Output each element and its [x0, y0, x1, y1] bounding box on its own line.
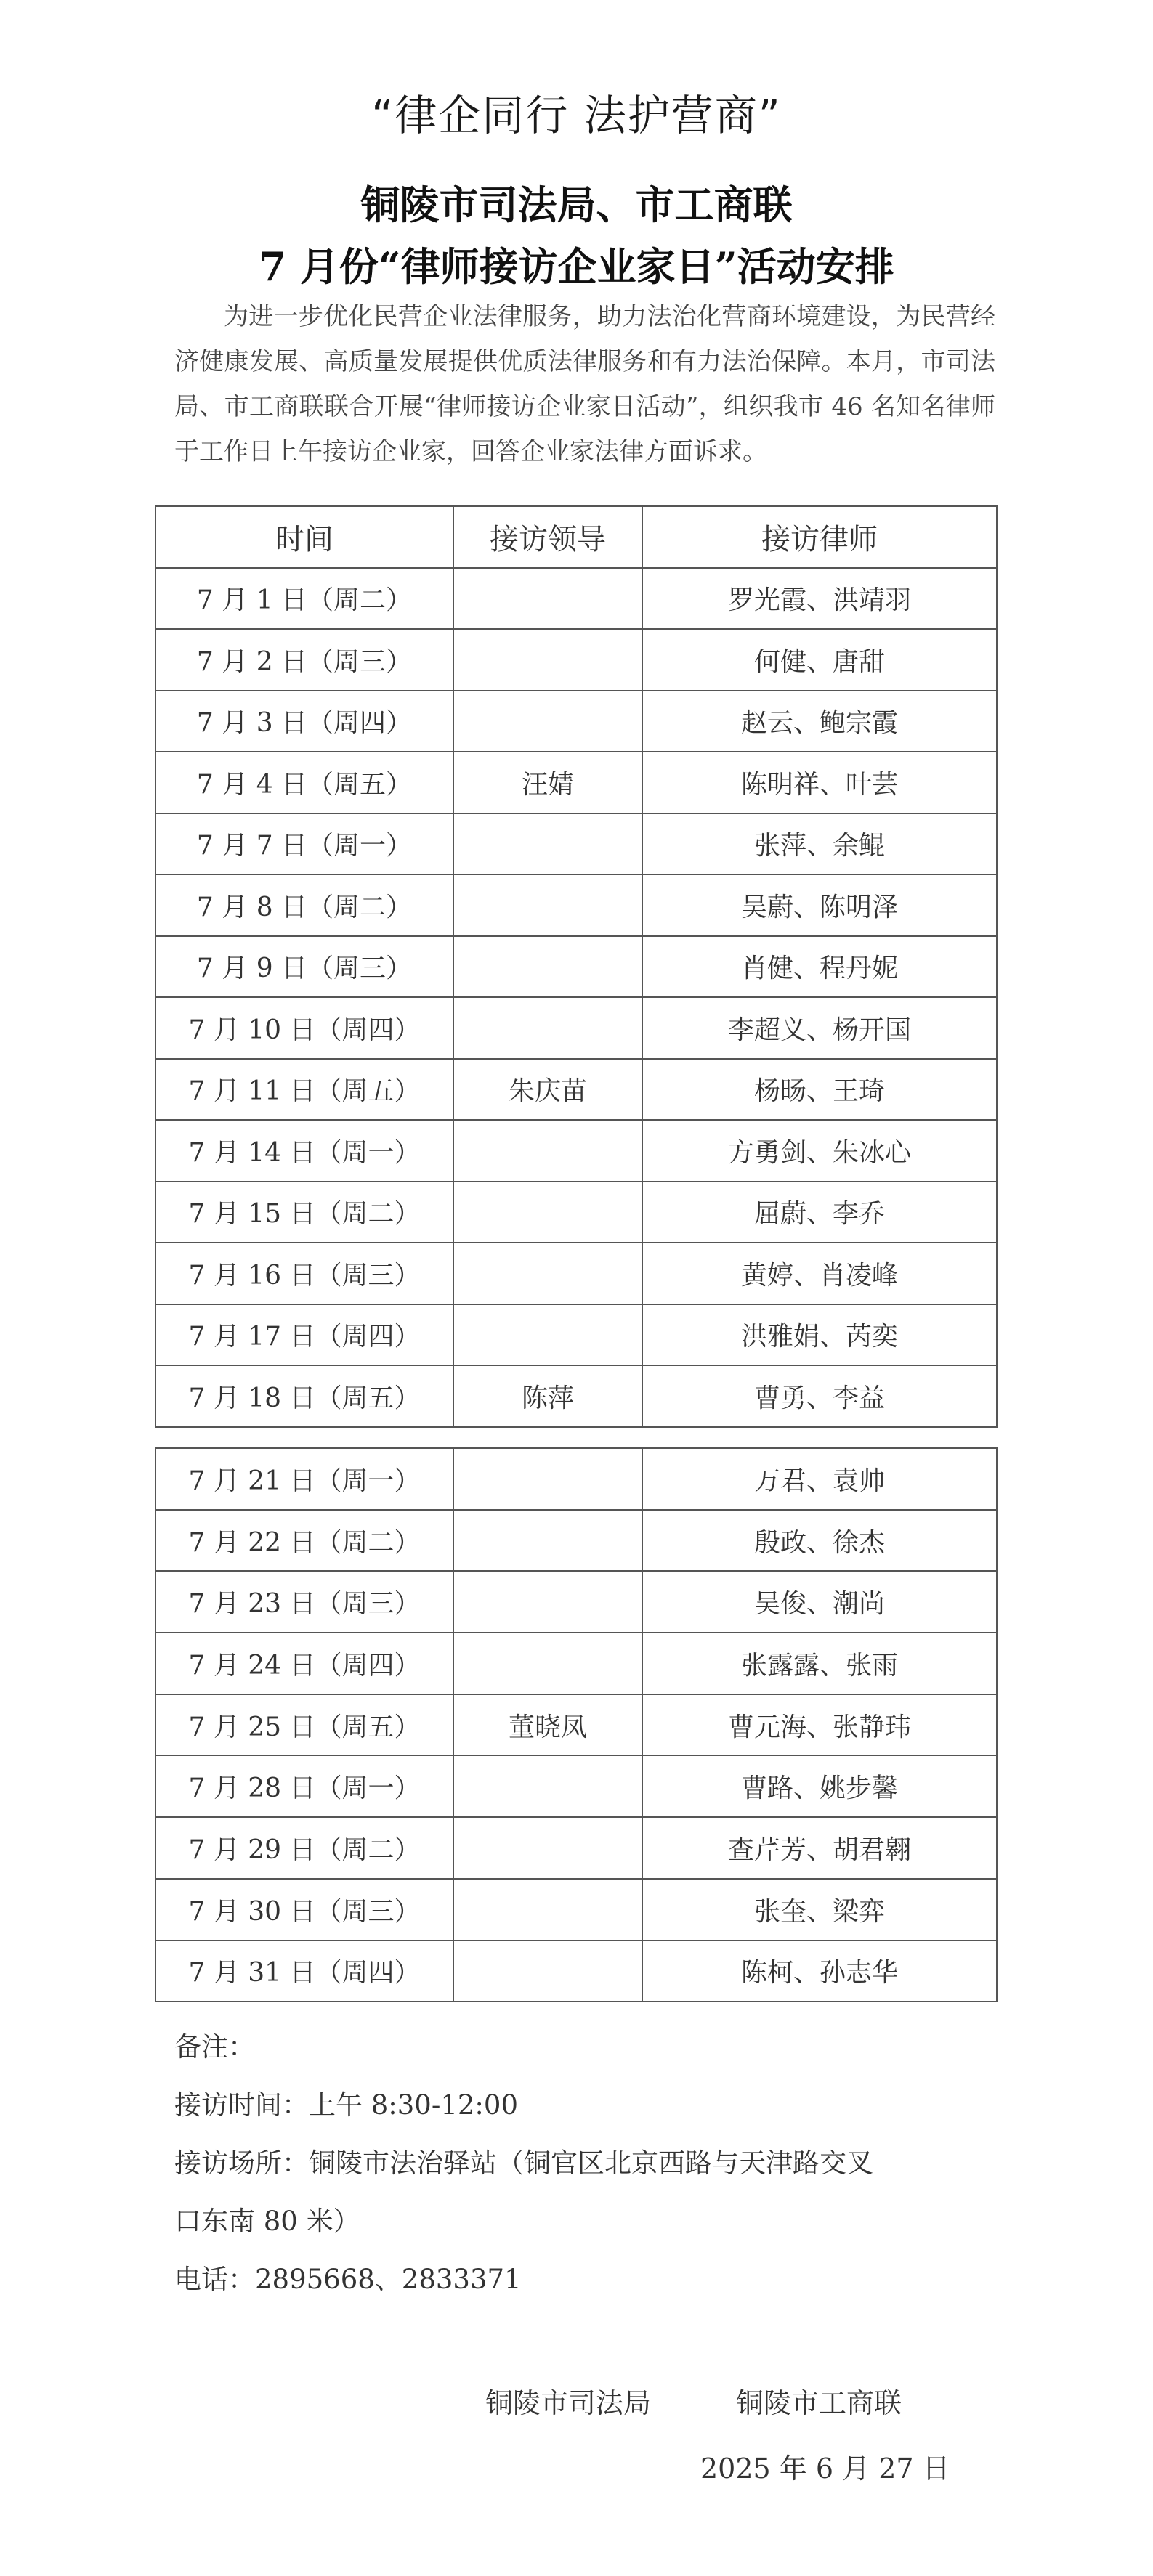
lawyers-cell: 肖健、程丹妮 — [642, 936, 997, 998]
lawyers-cell: 陈柯、孙志华 — [642, 1941, 997, 2002]
date-cell: 7 月 8 日（周二） — [155, 874, 453, 936]
lawyers-cell: 张萍、余鲲 — [642, 813, 997, 875]
lawyers-cell: 罗光霞、洪靖羽 — [642, 568, 997, 630]
leader-cell — [453, 1879, 642, 1941]
lawyers-cell: 何健、唐甜 — [642, 629, 997, 691]
lawyers-cell: 曹勇、李益 — [642, 1365, 997, 1427]
table-row — [155, 691, 997, 752]
date-cell: 7 月 24 日（周四） — [155, 1633, 453, 1694]
date-cell: 7 月 21 日（周一） — [155, 1448, 453, 1510]
date-cell: 7 月 25 日（周五） — [155, 1694, 453, 1756]
table-row — [155, 1817, 997, 1879]
heading-line-1: 铜陵市司法局、市工商联 — [360, 182, 793, 228]
date-cell: 7 月 15 日（周二） — [155, 1182, 453, 1243]
header-leader: 接访领导 — [453, 506, 642, 568]
lawyers-cell: 曹元海、张静玮 — [642, 1694, 997, 1756]
lawyers-cell: 曹路、姚步馨 — [642, 1755, 997, 1817]
lawyers-cell: 吴俊、潮尚 — [642, 1571, 997, 1633]
lawyers-cell: 杨旸、王琦 — [642, 1059, 997, 1121]
date-cell: 7 月 4 日（周五） — [155, 752, 453, 813]
table-row — [155, 752, 997, 813]
date-cell: 7 月 9 日（周三） — [155, 936, 453, 998]
table-row — [155, 1243, 997, 1304]
leader-cell — [453, 1510, 642, 1572]
header-time: 时间 — [155, 506, 453, 568]
table-header-row — [155, 506, 997, 568]
signature-org-commerce: 铜陵市工商联 — [736, 2387, 902, 2419]
leader-cell — [453, 1633, 642, 1694]
table-row — [155, 1448, 997, 1510]
lawyers-cell: 洪雅娟、芮奕 — [642, 1304, 997, 1366]
schedule-table-part-1 — [155, 505, 998, 1428]
heading-line-2: 7 月份“律师接访企业家日”活动安排 — [259, 243, 894, 290]
table-row — [155, 568, 997, 630]
leader-cell — [453, 1182, 642, 1243]
lawyers-cell: 方勇剑、朱冰心 — [642, 1120, 997, 1182]
table-row — [155, 1059, 997, 1121]
date-cell: 7 月 16 日（周三） — [155, 1243, 453, 1304]
signature-org-justice: 铜陵市司法局 — [485, 2387, 652, 2419]
lawyers-cell: 陈明祥、叶芸 — [642, 752, 997, 813]
date-cell: 7 月 30 日（周三） — [155, 1879, 453, 1941]
date-cell: 7 月 10 日（周四） — [155, 997, 453, 1059]
date-cell: 7 月 18 日（周五） — [155, 1365, 453, 1427]
lawyers-cell: 李超义、杨开国 — [642, 997, 997, 1059]
page-title: “律企同行 法护营商” — [371, 91, 782, 140]
leader-cell: 陈萍 — [453, 1365, 642, 1427]
leader-cell — [453, 1817, 642, 1879]
leader-cell — [453, 1243, 642, 1304]
leader-cell — [453, 1755, 642, 1817]
lawyers-cell: 黄婷、肖凌峰 — [642, 1243, 997, 1304]
table-row — [155, 1304, 997, 1366]
table-row — [155, 1755, 997, 1817]
table-row — [155, 1182, 997, 1243]
table-row — [155, 1120, 997, 1182]
leader-cell — [453, 1448, 642, 1510]
date-cell: 7 月 7 日（周一） — [155, 813, 453, 875]
date-cell: 7 月 11 日（周五） — [155, 1059, 453, 1121]
notes-phone: 电话：2895668、2833371 — [174, 2264, 522, 2295]
leader-cell: 董晓凤 — [453, 1694, 642, 1756]
notes-label: 备注： — [174, 2031, 255, 2063]
table-row — [155, 1510, 997, 1572]
leader-cell — [453, 1120, 642, 1182]
leader-cell — [453, 1941, 642, 2002]
table-row — [155, 813, 997, 875]
date-cell: 7 月 17 日（周四） — [155, 1304, 453, 1366]
table-row — [155, 1694, 997, 1756]
leader-cell — [453, 1304, 642, 1366]
date-cell: 7 月 3 日（周四） — [155, 691, 453, 752]
leader-cell — [453, 874, 642, 936]
lawyers-cell: 殷政、徐杰 — [642, 1510, 997, 1572]
lawyers-cell: 万君、袁帅 — [642, 1448, 997, 1510]
table-row — [155, 1365, 997, 1427]
date-cell: 7 月 23 日（周三） — [155, 1571, 453, 1633]
leader-cell — [453, 813, 642, 875]
table-row — [155, 874, 997, 936]
schedule-table-part-2 — [155, 1447, 998, 2002]
lawyers-cell: 吴蔚、陈明泽 — [642, 874, 997, 936]
table-row — [155, 1571, 997, 1633]
notes-place-line-2: 口东南 80 米） — [174, 2206, 360, 2237]
date-cell: 7 月 28 日（周一） — [155, 1755, 453, 1817]
date-cell: 7 月 29 日（周二） — [155, 1817, 453, 1879]
table-row — [155, 1879, 997, 1941]
table-row — [155, 936, 997, 998]
leader-cell — [453, 1571, 642, 1633]
signature-date: 2025 年 6 月 27 日 — [700, 2453, 950, 2484]
date-cell: 7 月 1 日（周二） — [155, 568, 453, 630]
table-row — [155, 1633, 997, 1694]
table-row — [155, 997, 997, 1059]
leader-cell — [453, 936, 642, 998]
lawyers-cell: 张露露、张雨 — [642, 1633, 997, 1694]
leader-cell: 汪婧 — [453, 752, 642, 813]
lawyers-cell: 张奎、梁弈 — [642, 1879, 997, 1941]
date-cell: 7 月 14 日（周一） — [155, 1120, 453, 1182]
notes-place-line-1: 接访场所：铜陵市法治驿站（铜官区北京西路与天津路交叉 — [174, 2148, 873, 2179]
lawyers-cell: 屈蔚、李乔 — [642, 1182, 997, 1243]
lawyers-cell: 查芹芳、胡君翱 — [642, 1817, 997, 1879]
table-row — [155, 1941, 997, 2002]
header-lawyers: 接访律师 — [642, 506, 997, 568]
leader-cell — [453, 691, 642, 752]
leader-cell — [453, 629, 642, 691]
date-cell: 7 月 31 日（周四） — [155, 1941, 453, 2002]
date-cell: 7 月 22 日（周二） — [155, 1510, 453, 1572]
leader-cell: 朱庆苗 — [453, 1059, 642, 1121]
date-cell: 7 月 2 日（周三） — [155, 629, 453, 691]
leader-cell — [453, 568, 642, 630]
table-row — [155, 629, 997, 691]
leader-cell — [453, 997, 642, 1059]
lawyers-cell: 赵云、鲍宗霞 — [642, 691, 997, 752]
notes-time: 接访时间：上午 8:30-12:00 — [174, 2089, 518, 2121]
intro-paragraph: 为进一步优化民营企业法律服务，助力法治化营商环境建设，为民营经济健康发展、高质量发展提供优质法律服务和有力法治保障。本月，市司法局、市工商联联合开展“律师接访企业家日活动”，组织我市 46 名知名律师于工作日上午接访企业家，回答企业家法律方面诉求。 — [174, 302, 995, 466]
